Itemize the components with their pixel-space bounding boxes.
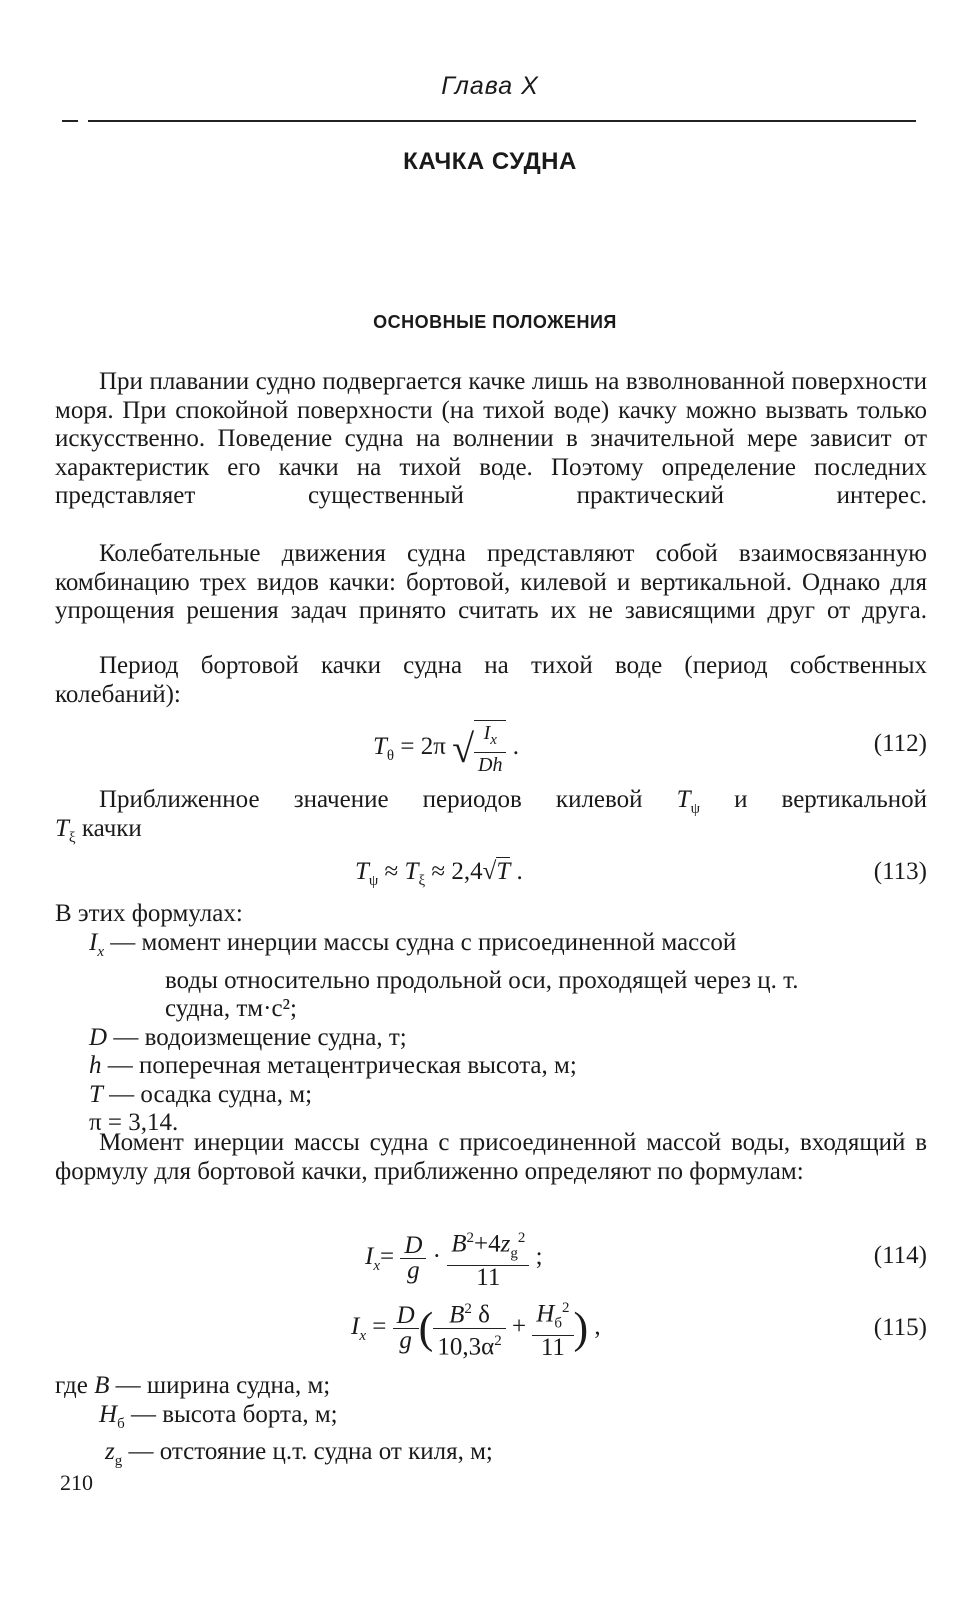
equation-number: (115) [873,1314,927,1341]
page-number: 210 [60,1470,93,1495]
paragraph-roll-period: Период бортовой качки судна на тихой воде (период собственных колебаний): [55,652,927,708]
equation-number: (114) [873,1242,927,1269]
equation-112: $T_\theta = 2\pi$ √ $\frac{I_x}{Dh}$ . (112) [373,722,927,776]
equation-number: (113) [873,858,927,885]
equation-number: (112) [873,730,927,757]
where-list: где B — ширина судна, м; $H_б$ — высота борта, м; $z_g$ — отстояние ц.т. судна от киля, м; [55,1372,493,1469]
paragraph-moment: Момент инерции массы судна с присоединенной массой воды, входящий в формулу для бортовой качки, приближенно определяют по формулам: [55,1129,927,1185]
equation-115: $I_x$ = $\frac{D}{g}$ ( $\frac{B^2 \delta}{10,3\alpha^2}$ + $\frac{H_б^2}{11}$ ) , (115) [55,1296,927,1366]
paragraph-approx: Приближенное значение периодов килевой $T_\psi$ и вертикальной [99,786,927,817]
chapter-title: КАЧКА СУДНА [403,148,577,175]
header-rule [88,120,916,122]
paragraph-formulas-lead: В этих формулах: [55,900,243,927]
paragraph-oscillations: Колебательные движения судна представляют собой взаимосвязанную комбинацию трех видов качки: бортовой, килевой и вертикальной. Однако для упрощения решения задач принято считать их не зависящими друг от друга. [55,540,927,624]
paragraph-approx-cont: $T_\xi$ качки [55,815,142,846]
equation-113: $T_\psi \approx T_\xi \approx 2,4√T$ . (113) [355,858,927,889]
paragraph-intro: При плавании судно подвергается качке лишь на взволнованной поверхности моря. При спокойной поверхности (на тихой воде) качку можно вызвать только искусственно. Поведение судна на волнении в значительной мере зависит от характеристик его качки на тихой воде. Поэтому определение последних представляет существенный практический интерес. [55,368,927,509]
section-heading: ОСНОВНЫЕ ПОЛОЖЕНИЯ [373,312,617,332]
header-rule-dash [62,120,78,122]
definitions-list: $I_x$ — момент инерции массы судна с присоединенной массой воды относительно продольной оси, проходящей через ц. т. судна, тм·с²; D — водоизмещение судна, т; h — поперечная метацентрическая высота, м; T — осадка судна, м; π = 3,14. [89,929,799,1136]
equation-114: $I_x=$ $\frac{D}{g}$ · $\frac{B^2+4z_g^2}{11}$ ; (114) [55,1226,927,1288]
chapter-heading: Глава X [441,72,539,100]
